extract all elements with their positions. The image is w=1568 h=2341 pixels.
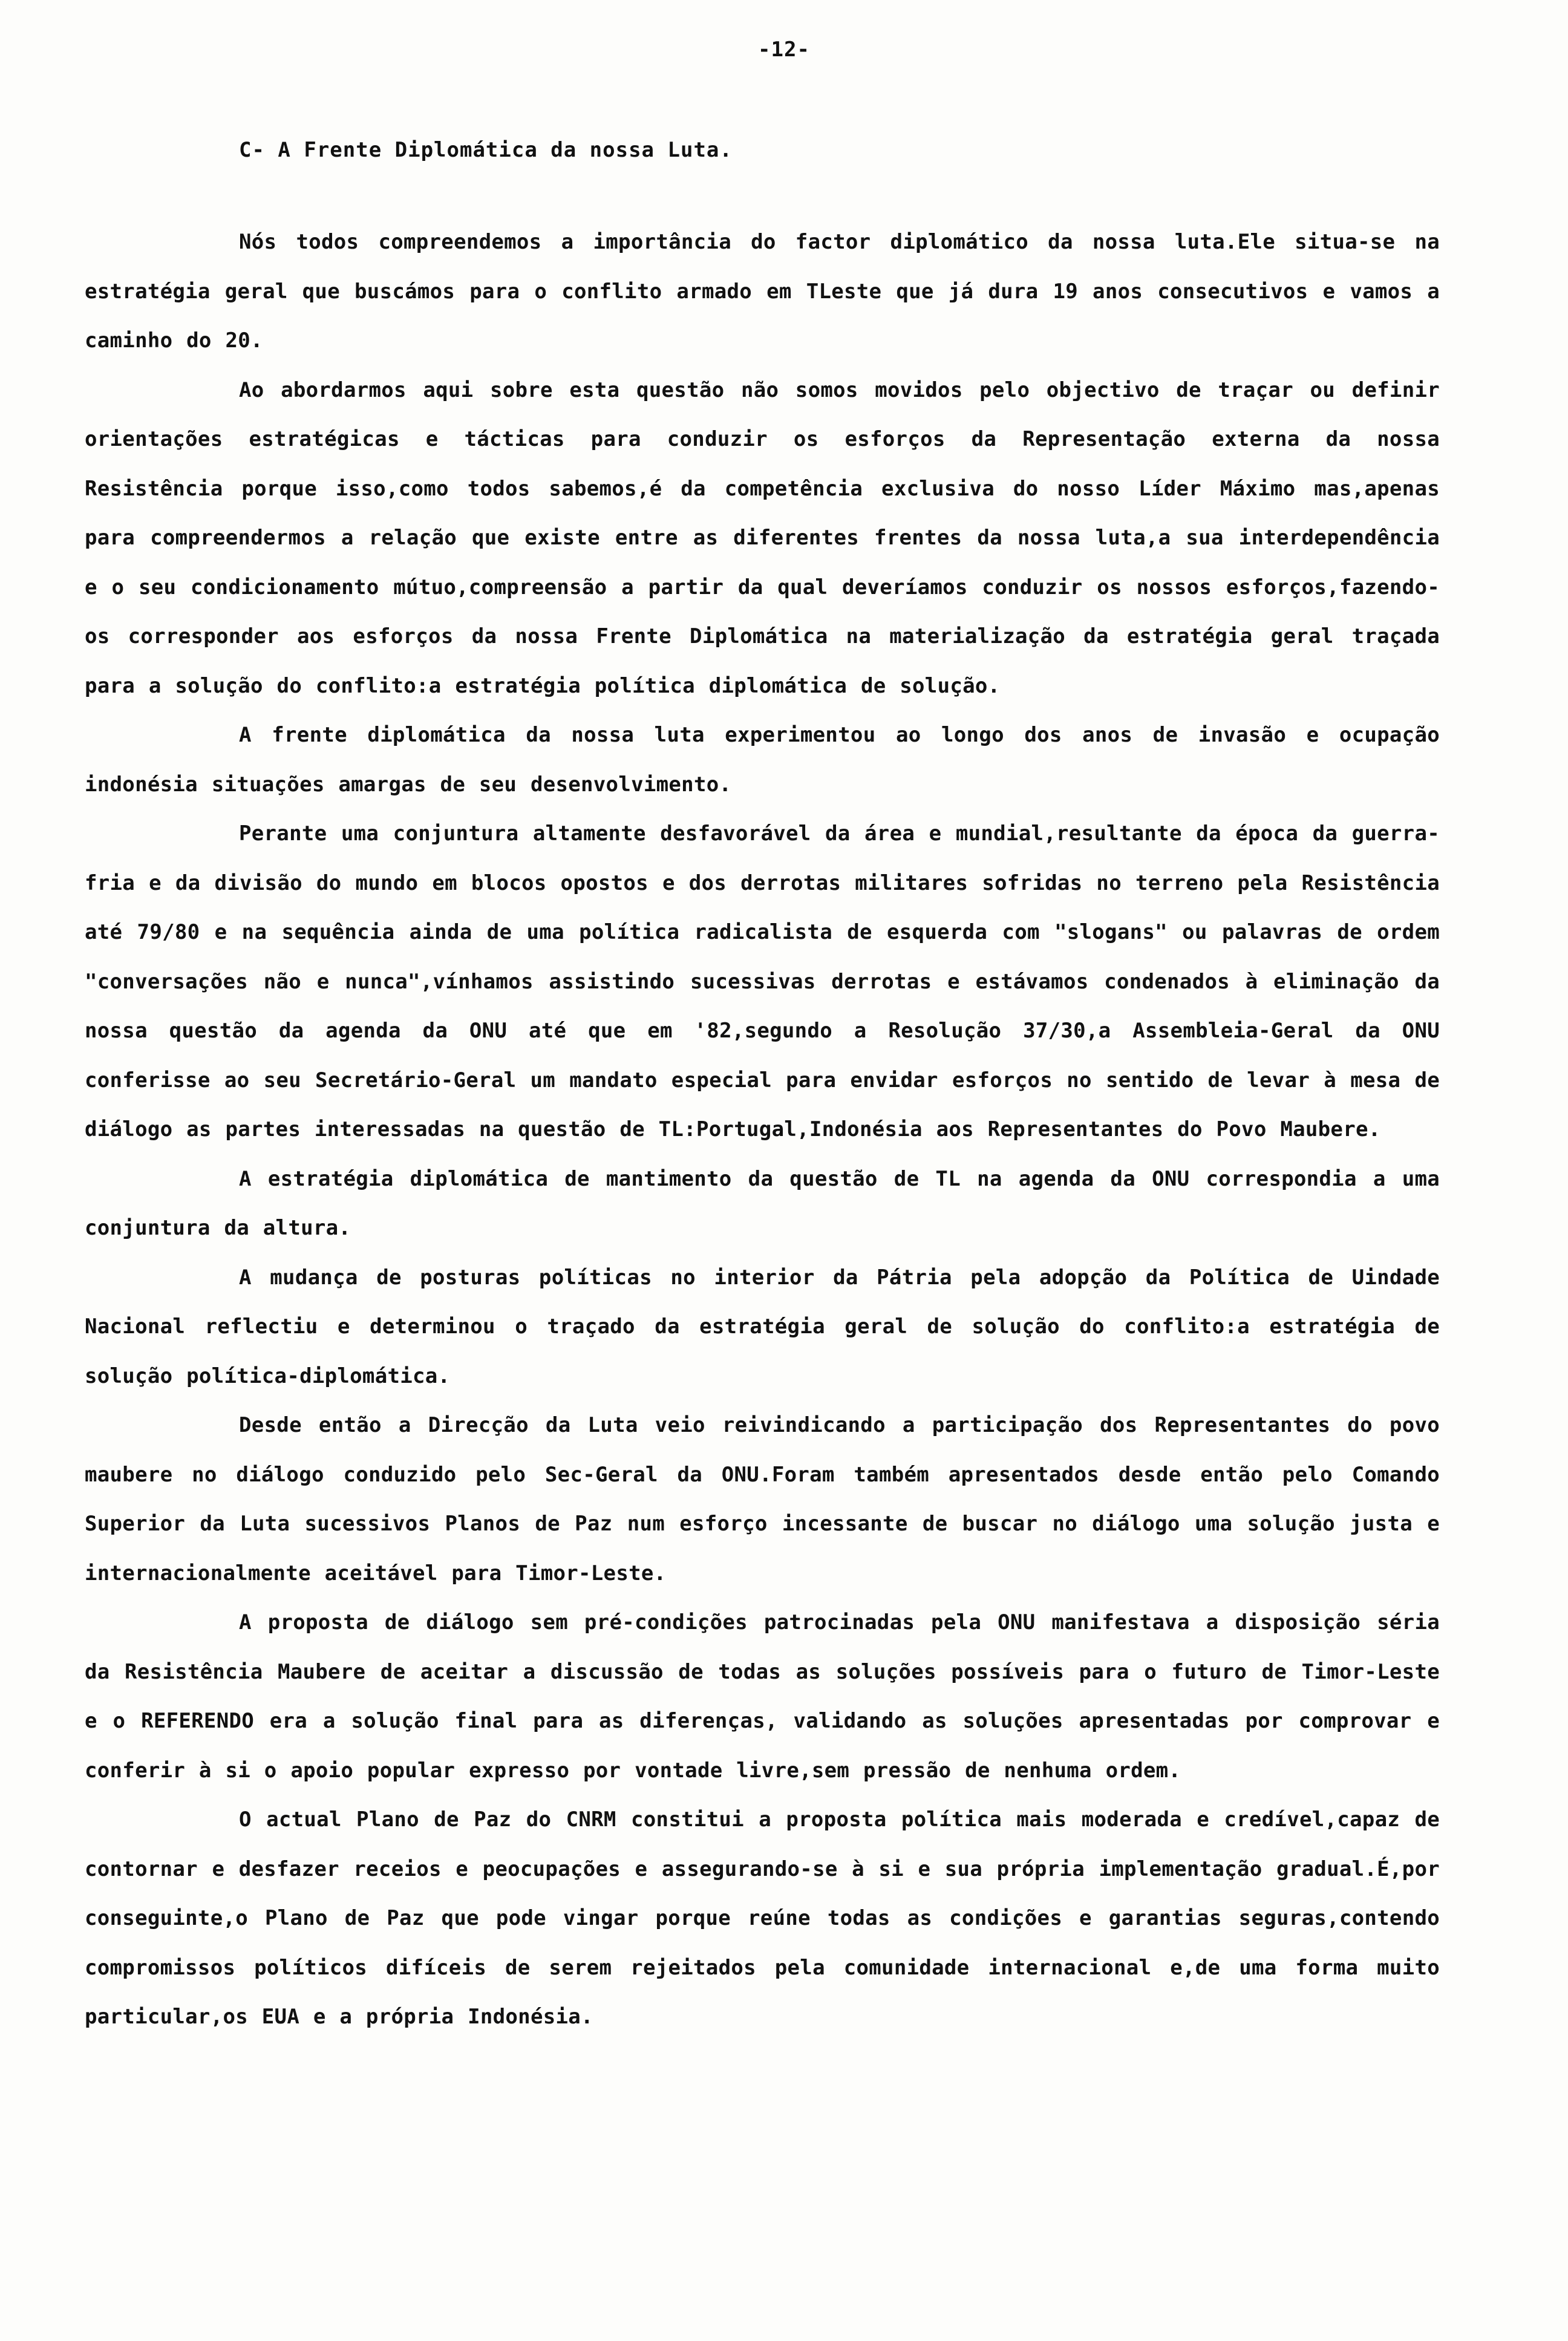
page-number: -12- bbox=[758, 38, 810, 62]
paragraph-6: A mudança de posturas políticas no interior da Pátria pela adopção da Política de Uindade Nacional reflectiu e determinou o traçado da estratégia geral de solução do conflito:a estratégia de solução política-diplomática. bbox=[85, 1265, 1440, 1388]
section-heading: C- A Frente Diplomática da nossa Luta. bbox=[239, 138, 733, 162]
paragraph-1: Nós todos compreendemos a importância do factor diplomático da nossa luta.Ele situa-se na estratégia geral que buscámos para o conflito armado em TLeste que já dura 19 anos consecutivos e vamos a caminho do 20. bbox=[85, 230, 1440, 353]
paragraph-7: Desde então a Direcção da Luta veio reivindicando a participação dos Representantes do povo maubere no diálogo conduzido pelo Sec-Geral da ONU.Foram também apresentados desde então pelo Comando Superior da Luta sucessivos Planos de Paz num esforço incessante de buscar no diálogo uma solução justa e internacionalmente aceitável para Timor-Leste. bbox=[85, 1413, 1440, 1585]
paragraph-3: A frente diplomática da nossa luta experimentou ao longo dos anos de invasão e ocupação indonésia situações amargas de seu desenvolvimento. bbox=[85, 723, 1440, 797]
paragraph-8: A proposta de diálogo sem pré-condições patrocinadas pela ONU manifestava a disposição séria da Resistência Maubere de aceitar a discussão de todas as soluções possíveis para o futuro de Timor-Leste e o REFERENDO era a solução final para as diferenças, validando as soluções apresentadas por comprovar e conferir à si o apoio popular expresso por vontade livre,sem pressão de nenhuma ordem. bbox=[85, 1610, 1440, 1783]
body-text bbox=[85, 218, 1440, 2042]
paragraph-4: Perante uma conjuntura altamente desfavorável da área e mundial,resultante da época da guerra-fria e da divisão do mundo em blocos opostos e dos derrotas militares sofridas no terreno pela Resistência até 79/80 e na sequência ainda de uma política radicalista de esquerda com "slogans" ou palavras de ordem "conversações não e nunca",vínhamos assistindo sucessivas derrotas e estávamos condenados à eliminação da nossa questão da agenda da ONU até que em '82,segundo a Resolução 37/30,a Assembleia-Geral da ONU conferisse ao seu Secretário-Geral um mandato especial para envidar esforços no sentido de levar à mesa de diálogo as partes interessadas na questão de TL:Portugal,Indonésia aos Representantes do Povo Maubere. bbox=[85, 821, 1440, 1141]
paragraph-9: O actual Plano de Paz do CNRM constitui a proposta política mais moderada e credível,capaz de contornar e desfazer receios e peocupações e assegurando-se à si e sua própria implementação gradual.É,por conseguinte,o Plano de Paz que pode vingar porque reúne todas as condições e garantias seguras,contendo compromissos políticos difíceis de serem rejeitados pela comunidade internacional e,de uma forma muito particular,os EUA e a própria Indonésia. bbox=[85, 1807, 1440, 2029]
paragraph-5: A estratégia diplomática de mantimento da questão de TL na agenda da ONU correspondia a uma conjuntura da altura. bbox=[85, 1166, 1440, 1240]
paragraph-2: Ao abordarmos aqui sobre esta questão não somos movidos pelo objectivo de traçar ou definir orientações estratégicas e tácticas para conduzir os esforços da Representação externa da nossa Resistência porque isso,como todos sabemos,é da competência exclusiva do nosso Líder Máximo mas,apenas para compreendermos a relação que existe entre as diferentes frentes da nossa luta,a sua interdependência e o seu condicionamento mútuo,compreensão a partir da qual deveríamos conduzir os nossos esforços,fazendo-os corresponder aos esforços da nossa Frente Diplomática na materialização da estratégia geral traçada para a solução do conflito:a estratégia política diplomática de solução. bbox=[85, 377, 1440, 698]
